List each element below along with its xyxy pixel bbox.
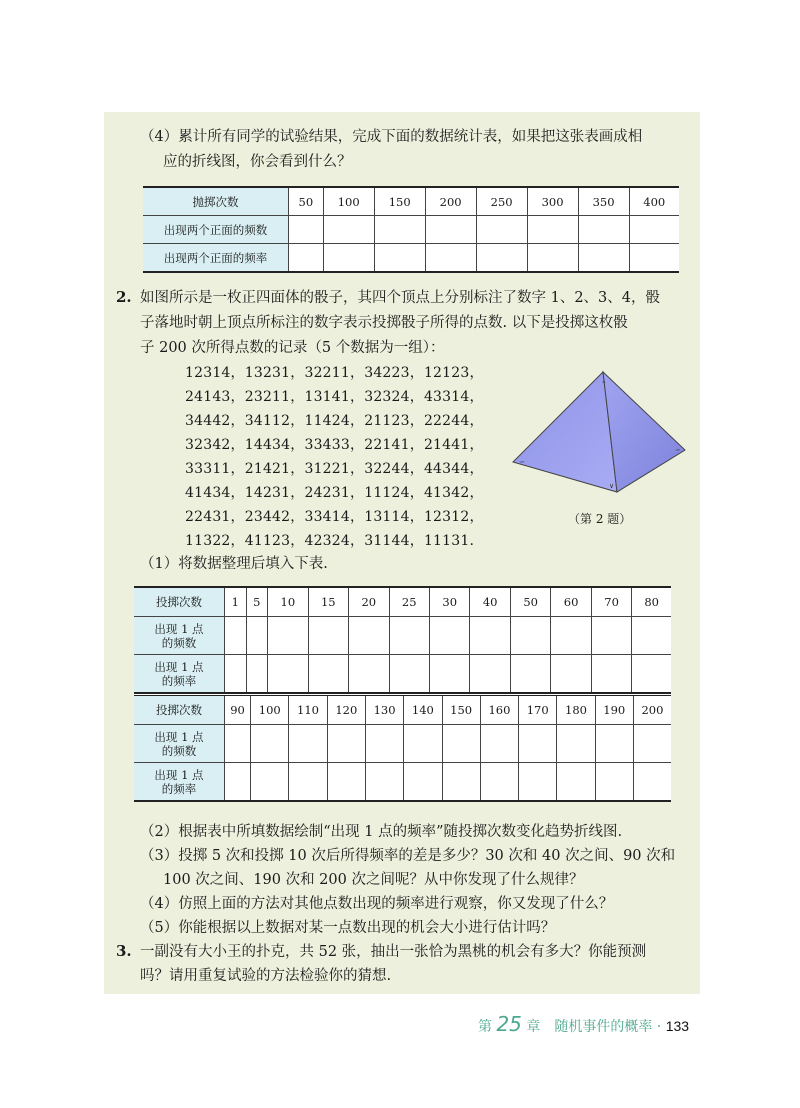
table3-blank-cell[interactable] — [595, 725, 633, 763]
table3-header-cell: 120 — [327, 695, 365, 725]
table3-blank-cell[interactable] — [595, 763, 633, 802]
q3-line2: 吗？请用重复试验的方法检验你的猜想. — [140, 968, 392, 984]
table3-blank-cell[interactable] — [633, 763, 671, 802]
chapter-number: 25 — [496, 1012, 522, 1036]
table1-header-cell: 100 — [323, 187, 374, 216]
table1-blank-cell[interactable] — [289, 244, 324, 273]
q2-sub1: （1）将数据整理后填入下表. — [140, 556, 328, 572]
q3-number: 3. — [116, 942, 132, 960]
table1-blank-cell[interactable] — [476, 216, 527, 244]
table3-header-cell: 100 — [251, 695, 289, 725]
table3-blank-cell[interactable] — [327, 725, 365, 763]
table1-header-cell: 350 — [578, 187, 629, 216]
table2-blank-cell[interactable] — [510, 617, 550, 655]
table3-blank-cell[interactable] — [557, 725, 595, 763]
dice-table-upper — [134, 586, 671, 694]
table3-blank-cell[interactable] — [442, 763, 480, 802]
table2-header-cell: 30 — [429, 587, 469, 617]
table2-header-cell: 10 — [268, 587, 308, 617]
q2-sub3-line1: （3）投掷 5 次和投掷 10 次后所得频率的差是多少？30 次和 40 次之间、90 次和 — [140, 848, 676, 864]
table1-header-cell: 250 — [476, 187, 527, 216]
table3-blank-cell[interactable] — [404, 725, 442, 763]
table1-header-cell: 300 — [527, 187, 578, 216]
table2-blank-cell[interactable] — [268, 617, 308, 655]
table1-row-label: 出现两个正面的频数 — [143, 216, 289, 244]
dice-table-lower — [134, 693, 671, 802]
table2-blank-cell[interactable] — [632, 617, 671, 655]
table2-blank-cell[interactable] — [308, 617, 348, 655]
table1-header-label: 抛掷次数 — [143, 187, 289, 216]
table3-header-cell: 130 — [365, 695, 403, 725]
table3-blank-cell[interactable] — [480, 763, 518, 802]
page-footer — [478, 1012, 689, 1036]
table2-header-cell: 40 — [470, 587, 510, 617]
q2-line3: 子 200 次所得点数的记录（5 个数据为一组）： — [140, 340, 445, 356]
table3-blank-cell[interactable] — [442, 725, 480, 763]
table1-blank-cell[interactable] — [629, 244, 679, 273]
page-number: 133 — [665, 1018, 690, 1034]
record-line: 11322，41123，42324，31144，11131. — [185, 533, 475, 549]
table3-row-label — [134, 763, 225, 802]
table2-header-cell: 25 — [389, 587, 429, 617]
table2-header-cell: 1 — [225, 587, 247, 617]
table1-blank-cell[interactable] — [374, 244, 425, 273]
table1-blank-cell[interactable] — [425, 216, 476, 244]
table3-header-cell: 200 — [633, 695, 671, 725]
chapter-title: 章 随机事件的概率 · — [526, 1019, 662, 1035]
table2-row-label — [134, 617, 225, 655]
q4-line2: 应的折线图，你会看到什么？ — [163, 154, 352, 170]
table2-blank-cell[interactable] — [349, 617, 389, 655]
table2-blank-cell[interactable] — [429, 617, 469, 655]
record-line: 41434，14231，24231，11124，41342， — [185, 485, 484, 501]
row-label-line: 出现 1 点 — [154, 729, 204, 744]
table3-blank-cell[interactable] — [365, 763, 403, 802]
record-line: 12314，13231，32211，34223，12123， — [185, 365, 484, 381]
table2-blank-cell[interactable] — [246, 617, 268, 655]
table3-blank-cell[interactable] — [633, 725, 671, 763]
table1-blank-cell[interactable] — [425, 244, 476, 273]
q2-line1: 如图所示是一枚正四面体的骰子，其四个顶点上分别标注了数字 1、2、3、4，骰 — [140, 290, 661, 306]
table2-header-cell: 80 — [632, 587, 671, 617]
table3-blank-cell[interactable] — [289, 763, 327, 802]
table2-blank-cell[interactable] — [510, 655, 550, 694]
row-label-line: 的频率 — [161, 673, 197, 688]
table3-row-label — [134, 725, 225, 763]
svg-text:⌃: ⌃ — [601, 380, 607, 388]
coin-frequency-table — [143, 186, 679, 273]
table3-blank-cell[interactable] — [225, 763, 251, 802]
q2-line2: 子落地时朝上顶点所标注的数字表示投掷骰子所得的点数. 以下是投掷这枚骰 — [140, 315, 628, 331]
table1-row-label: 出现两个正面的频率 — [143, 244, 289, 273]
table3-blank-cell[interactable] — [519, 725, 557, 763]
table3-header-cell: 160 — [480, 695, 518, 725]
table3-blank-cell[interactable] — [327, 763, 365, 802]
table2-blank-cell[interactable] — [389, 617, 429, 655]
table1-header-cell: 50 — [289, 187, 324, 216]
q4-line1: （4）累计所有同学的试验结果，完成下面的数据统计表，如果把这张表画成相 — [140, 129, 643, 145]
figure-caption: （第 2 题） — [568, 512, 632, 526]
table2-header-cell: 20 — [349, 587, 389, 617]
table1-header-cell: 200 — [425, 187, 476, 216]
table3-blank-cell[interactable] — [480, 725, 518, 763]
svg-text:∨: ∨ — [609, 482, 615, 490]
table2-blank-cell[interactable] — [591, 655, 631, 694]
table1-blank-cell[interactable] — [289, 216, 324, 244]
table2-blank-cell[interactable] — [429, 655, 469, 694]
q2-number: 2. — [116, 288, 132, 306]
table2-header-cell: 70 — [591, 587, 631, 617]
table3-blank-cell[interactable] — [365, 725, 403, 763]
row-label-line: 的频数 — [161, 635, 197, 650]
table3-blank-cell[interactable] — [289, 725, 327, 763]
table2-blank-cell[interactable] — [551, 655, 591, 694]
record-line: 24143，23211，13141，32324，43314， — [185, 389, 484, 405]
table2-row-label — [134, 655, 225, 694]
table2-header-cell: 60 — [551, 587, 591, 617]
table2-blank-cell[interactable] — [591, 617, 631, 655]
q2-sub5: （5）你能根据以上数据对某一点数出现的机会大小进行估计吗？ — [140, 920, 556, 936]
chapter-prefix: 第 — [478, 1019, 492, 1035]
table1-blank-cell[interactable] — [527, 216, 578, 244]
svg-text:∽: ∽ — [675, 446, 681, 454]
record-line: 22431，23442，33414，13114，12312， — [185, 509, 484, 525]
row-label-line: 出现 1 点 — [154, 659, 204, 674]
row-label-line: 的频数 — [161, 743, 197, 758]
table3-header-cell: 90 — [225, 695, 251, 725]
table2-blank-cell[interactable] — [470, 655, 510, 694]
table3-header-label: 投掷次数 — [134, 695, 225, 725]
table1-blank-cell[interactable] — [476, 244, 527, 273]
table3-blank-cell[interactable] — [225, 725, 251, 763]
table2-blank-cell[interactable] — [389, 655, 429, 694]
tetrahedron-die-figure — [505, 360, 695, 500]
q2-sub3-line2: 100 次之间、190 次和 200 次之间呢？从中你发现了什么规律？ — [163, 872, 584, 888]
table2-blank-cell[interactable] — [308, 655, 348, 694]
table1-blank-cell[interactable] — [578, 216, 629, 244]
table1-blank-cell[interactable] — [323, 244, 374, 273]
table3-header-cell: 170 — [519, 695, 557, 725]
row-label-line: 的频率 — [161, 781, 197, 796]
table3-blank-cell[interactable] — [251, 725, 289, 763]
table2-blank-cell[interactable] — [551, 617, 591, 655]
q3-line1: 一副没有大小王的扑克，共 52 张，抽出一张恰为黑桃的机会有多大？你能预测 — [140, 944, 647, 960]
q2-sub2: （2）根据表中所填数据绘制“出现 1 点的频率”随投掷次数变化趋势折线图. — [140, 824, 623, 840]
record-line: 32342，14434，33433，22141，21441， — [185, 437, 484, 453]
table2-header-cell: 5 — [246, 587, 268, 617]
table1-blank-cell[interactable] — [629, 216, 679, 244]
table3-header-cell: 180 — [557, 695, 595, 725]
table3-blank-cell[interactable] — [519, 763, 557, 802]
table1-blank-cell[interactable] — [323, 216, 374, 244]
table1-header-cell: 400 — [629, 187, 679, 216]
table2-blank-cell[interactable] — [632, 655, 671, 694]
table2-blank-cell[interactable] — [225, 655, 247, 694]
record-line: 34442，34112，11424，21123，22244， — [185, 413, 484, 429]
table3-blank-cell[interactable] — [251, 763, 289, 802]
table2-blank-cell[interactable] — [349, 655, 389, 694]
table1-blank-cell[interactable] — [578, 244, 629, 273]
table2-header-cell: 50 — [510, 587, 550, 617]
table1-blank-cell[interactable] — [374, 216, 425, 244]
table1-header-cell: 150 — [374, 187, 425, 216]
table3-header-cell: 190 — [595, 695, 633, 725]
table3-blank-cell[interactable] — [557, 763, 595, 802]
svg-text:∽: ∽ — [519, 458, 525, 466]
table2-header-cell: 15 — [308, 587, 348, 617]
row-label-line: 出现 1 点 — [154, 621, 204, 636]
row-label-line: 出现 1 点 — [154, 767, 204, 782]
table2-blank-cell[interactable] — [470, 617, 510, 655]
table3-header-cell: 150 — [442, 695, 480, 725]
table3-header-cell: 140 — [404, 695, 442, 725]
table2-header-label: 投掷次数 — [134, 587, 225, 617]
table3-header-cell: 110 — [289, 695, 327, 725]
q2-sub4: （4）仿照上面的方法对其他点数出现的频率进行观察，你又发现了什么？ — [140, 896, 614, 912]
table2-blank-cell[interactable] — [268, 655, 308, 694]
table3-blank-cell[interactable] — [404, 763, 442, 802]
record-line: 33311，21421，31221，32244，44344， — [185, 461, 484, 477]
table1-blank-cell[interactable] — [527, 244, 578, 273]
table2-blank-cell[interactable] — [225, 617, 247, 655]
table2-blank-cell[interactable] — [246, 655, 268, 694]
